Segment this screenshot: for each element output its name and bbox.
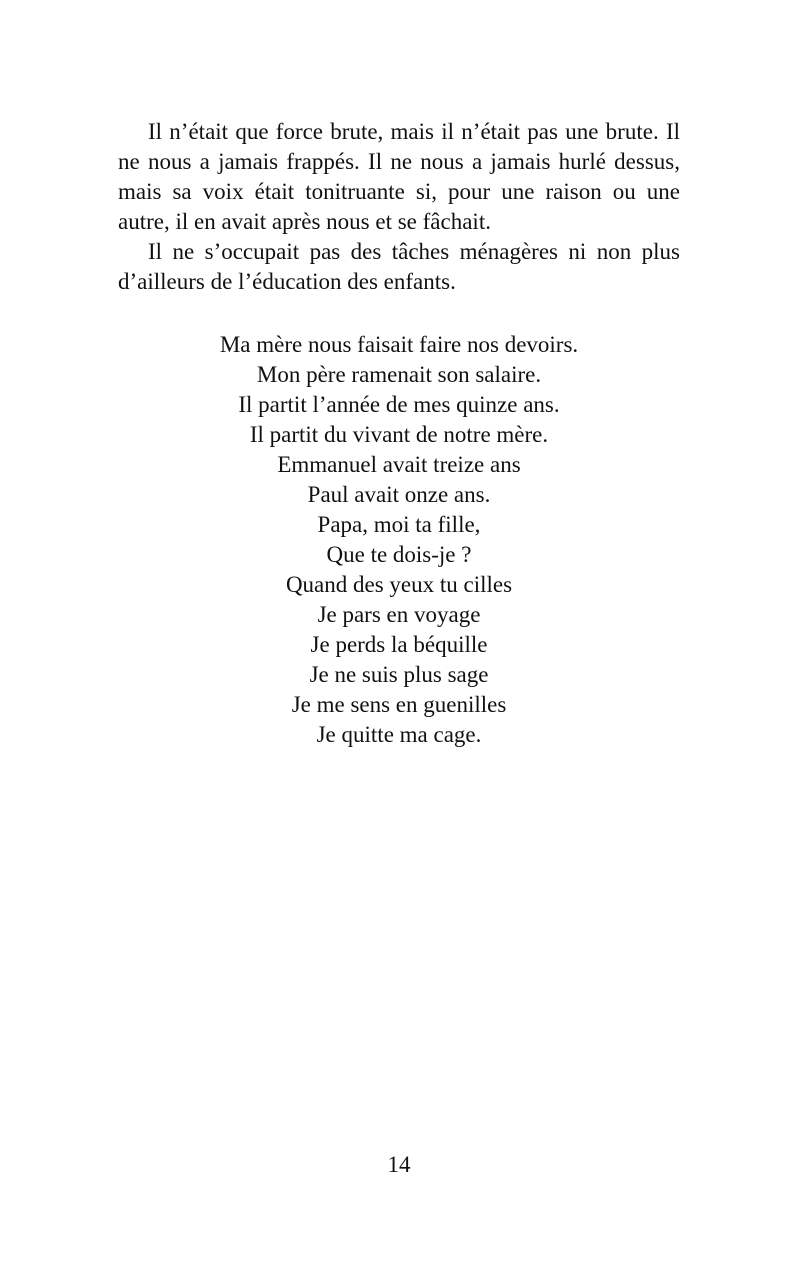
poem-line: Papa, moi ta fille, [317, 512, 481, 537]
prose-block [118, 117, 680, 297]
poem-block [118, 330, 680, 750]
poem-line: Emmanuel avait treize ans [277, 452, 521, 477]
poem-line: Je quitte ma cage. [316, 722, 482, 747]
poem-line: Que te dois-je ? [326, 542, 472, 567]
paragraph: Il ne s’occupait pas des tâches ménagères ni non plus d’ailleurs de l’éducation des enfants. [118, 239, 680, 294]
paragraph: Il n’était que force brute, mais il n’était pas une brute. Il ne nous a jamais frappés. Il ne nous a jamais hurlé dessus, mais sa voix était tonitruante si, pour une raison ou une autre, il en avait après nous et se fâchait. [118, 119, 680, 234]
poem-line: Je perds la béquille [310, 632, 488, 657]
page-number: 14 [387, 1152, 411, 1177]
poem-line: Il partit du vivant de notre mère. [249, 422, 549, 447]
poem-line: Je ne suis plus sage [309, 662, 489, 687]
poem-line: Paul avait onze ans. [307, 482, 491, 507]
poem-line: Ma mère nous faisait faire nos devoirs. [219, 332, 579, 357]
poem-line: Mon père ramenait son salaire. [256, 362, 542, 387]
poem-line: Je pars en voyage [317, 602, 481, 627]
poem-line: Je me sens en guenilles [291, 692, 507, 717]
poem-line: Quand des yeux tu cilles [285, 572, 513, 597]
poem-line: Il partit l’année de mes quinze ans. [238, 392, 560, 417]
